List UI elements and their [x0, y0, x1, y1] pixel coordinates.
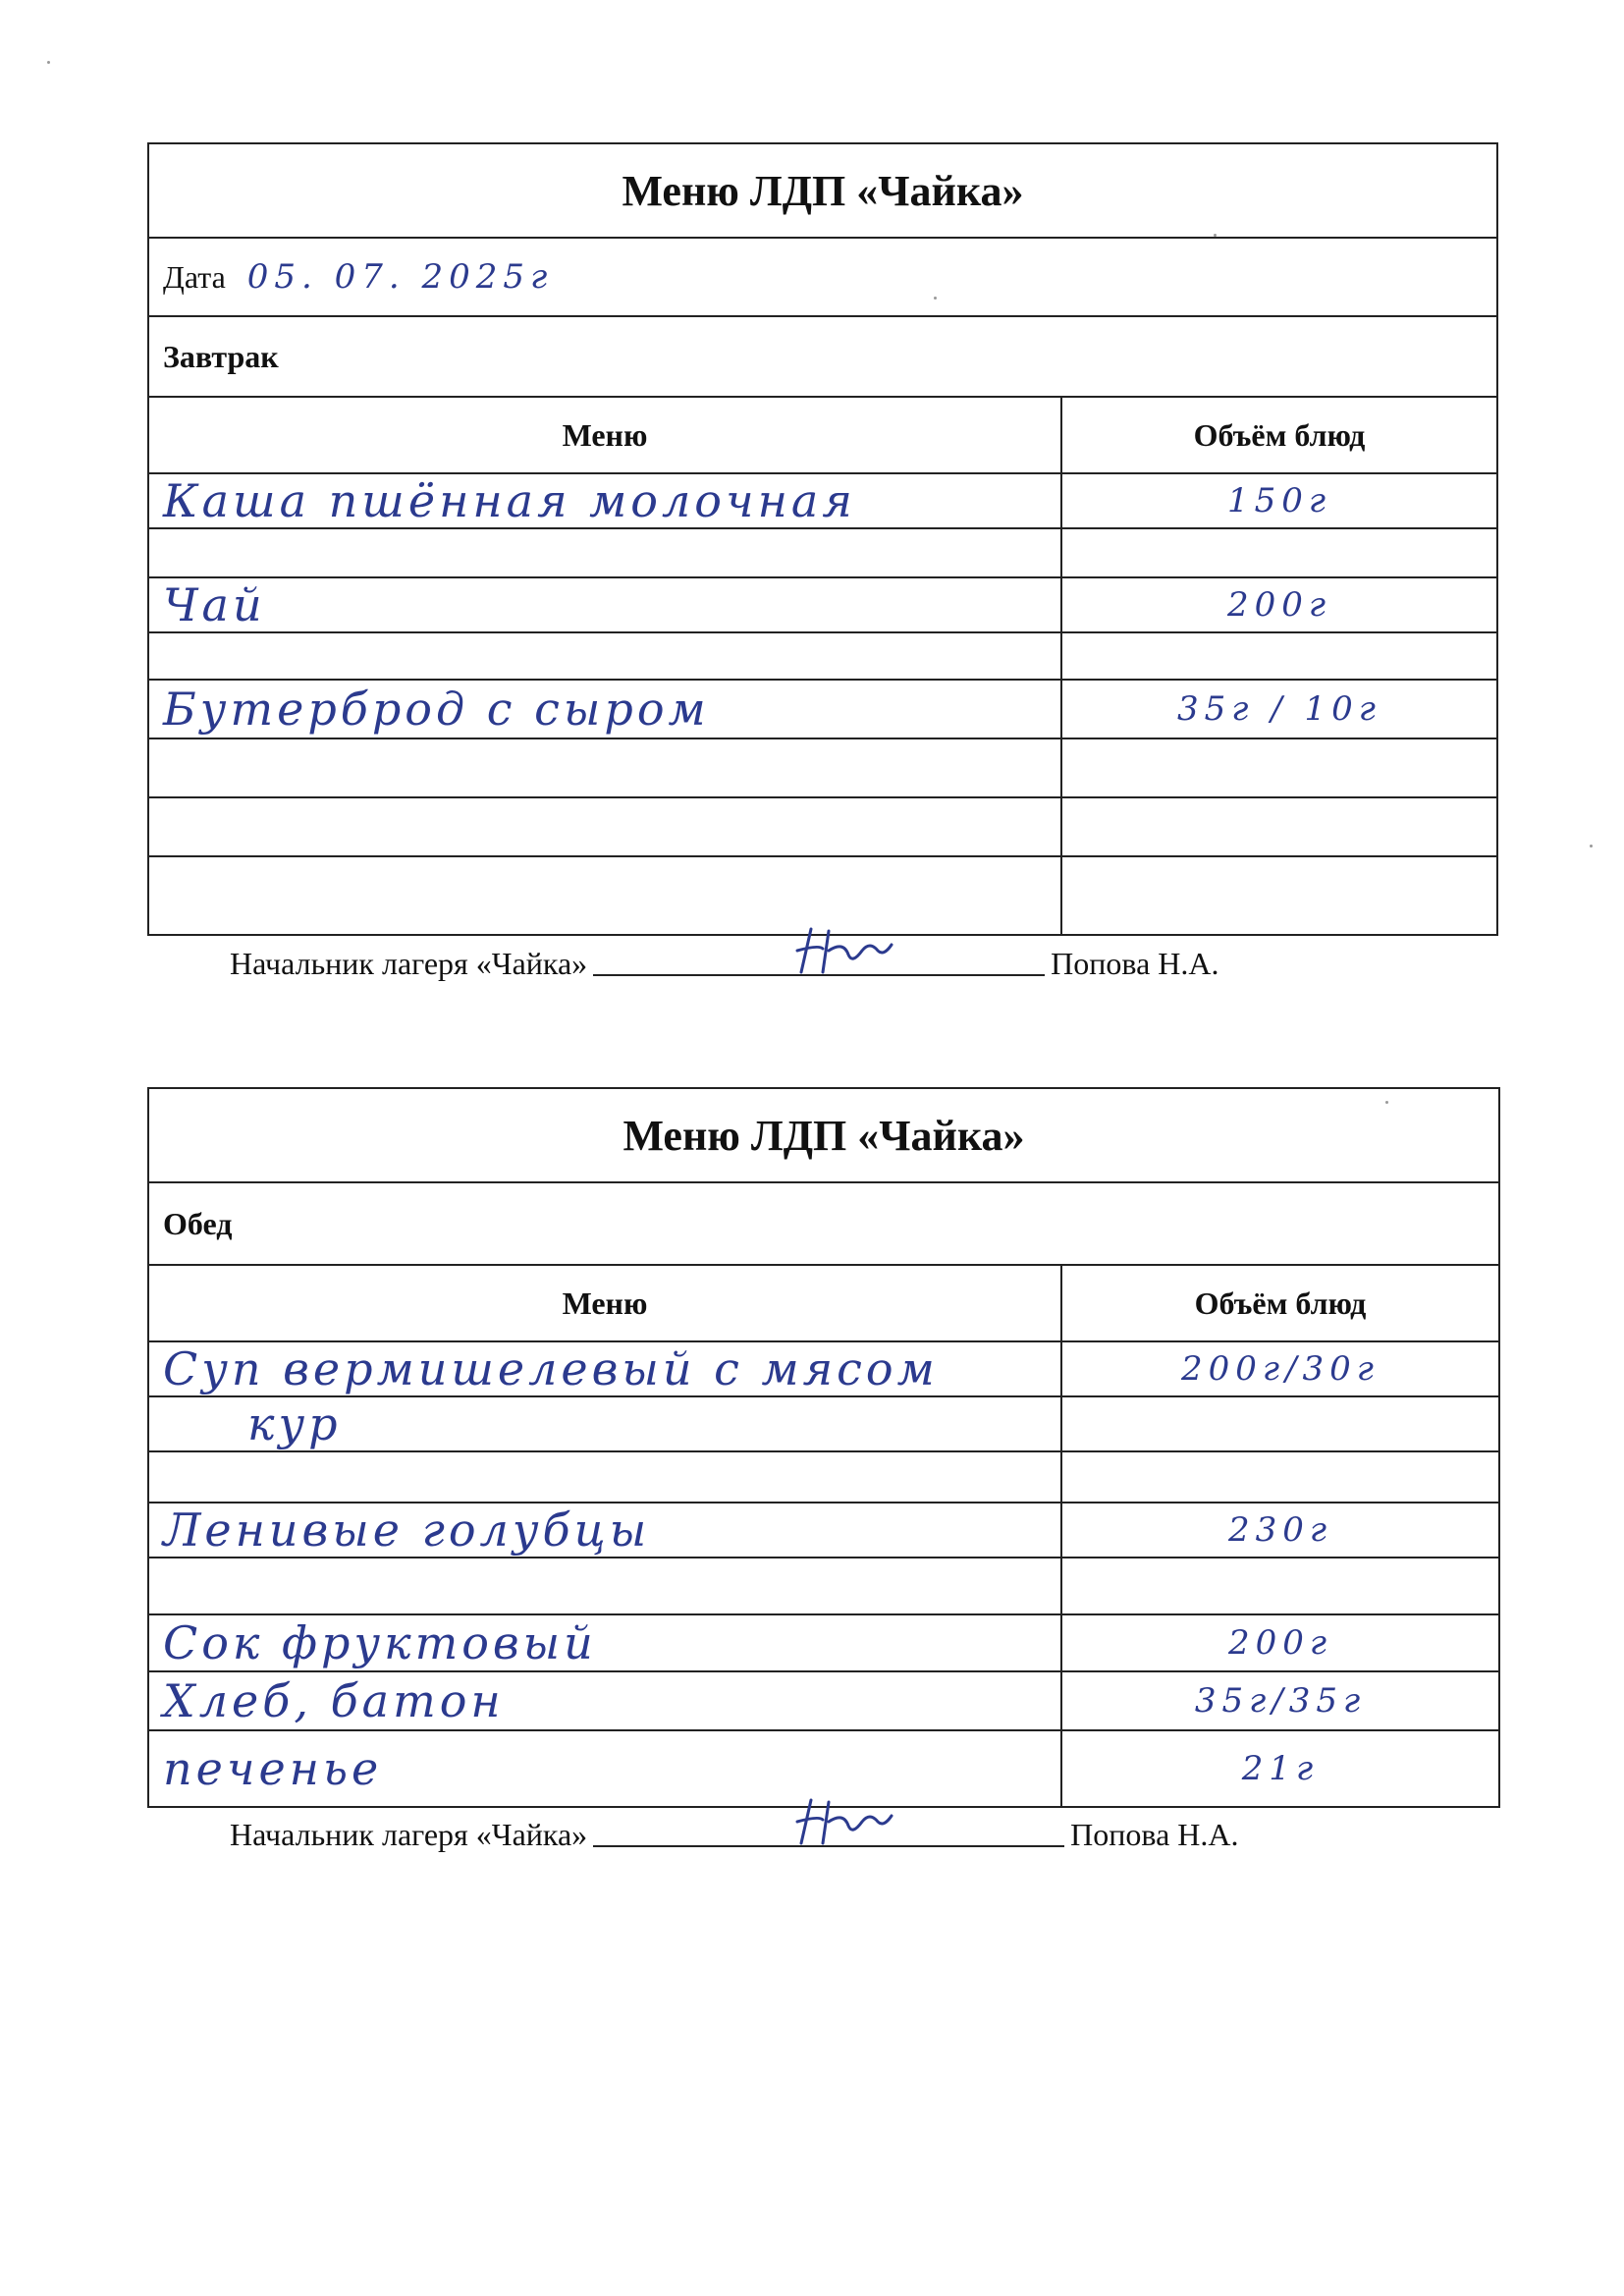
menu-volume: [1061, 738, 1497, 797]
menu-volume: 150г: [1061, 473, 1497, 528]
lunch-signature-line: [230, 1802, 1239, 1853]
date-row: [148, 238, 1497, 316]
handwritten-signature: [789, 1792, 897, 1851]
lunch-menu-table: [147, 1087, 1500, 1808]
header-menu: Меню: [148, 1265, 1061, 1341]
menu-volume: [1061, 1558, 1499, 1614]
menu-volume: 200г: [1061, 1614, 1499, 1671]
menu-volume: 200г/30г: [1061, 1341, 1499, 1396]
menu-item: [148, 738, 1061, 797]
meal-name-lunch: Обед: [148, 1182, 1499, 1265]
header-volume: Объём блюд: [1061, 1265, 1499, 1341]
menu-item: кур: [148, 1396, 1061, 1451]
scan-speck: [1214, 234, 1217, 237]
header-volume: Объём блюд: [1061, 397, 1497, 473]
signature-field: [593, 931, 1045, 976]
menu-item: Хлеб, батон: [148, 1671, 1061, 1730]
meal-name-breakfast: Завтрак: [148, 316, 1497, 397]
menu-item: [148, 1558, 1061, 1614]
menu-item: Чай: [148, 577, 1061, 632]
menu-item: Суп вермишелевый с мясом: [148, 1341, 1061, 1396]
lunch-title: Меню ЛДП «Чайка»: [148, 1088, 1499, 1182]
menu-item: [148, 528, 1061, 577]
menu-item: печенье: [148, 1730, 1061, 1807]
signature-name: Попова Н.А.: [1070, 1817, 1239, 1852]
scan-speck: [934, 297, 937, 300]
menu-volume: 35г / 10г: [1061, 680, 1497, 738]
menu-item: [148, 856, 1061, 935]
menu-item: Сок фруктовый: [148, 1614, 1061, 1671]
signature-prefix: Начальник лагеря «Чайка»: [230, 1817, 588, 1852]
menu-volume: [1061, 632, 1497, 680]
menu-volume: [1061, 856, 1497, 935]
date-value: 05. 07. 2025г: [246, 257, 554, 297]
menu-volume: [1061, 797, 1497, 856]
header-menu: Меню: [148, 397, 1061, 473]
scan-speck: [47, 61, 50, 64]
menu-volume: 35г/35г: [1061, 1671, 1499, 1730]
breakfast-menu-table: [147, 142, 1498, 936]
menu-item: Каша пшённая молочная: [148, 473, 1061, 528]
breakfast-signature-line: [230, 931, 1219, 982]
menu-volume: 200г: [1061, 577, 1497, 632]
menu-item: [148, 632, 1061, 680]
menu-item: Ленивые голубцы: [148, 1503, 1061, 1558]
scan-speck: [1590, 845, 1593, 847]
menu-volume: [1061, 1451, 1499, 1503]
menu-volume: 230г: [1061, 1503, 1499, 1558]
menu-item: [148, 1451, 1061, 1503]
signature-field: [593, 1802, 1064, 1847]
date-label: Дата: [163, 259, 226, 295]
menu-volume: [1061, 528, 1497, 577]
menu-item: Бутерброд с сыром: [148, 680, 1061, 738]
breakfast-title: Меню ЛДП «Чайка»: [148, 143, 1497, 238]
scan-speck: [1385, 1101, 1388, 1104]
menu-item: [148, 797, 1061, 856]
menu-volume: [1061, 1396, 1499, 1451]
signature-prefix: Начальник лагеря «Чайка»: [230, 946, 588, 981]
handwritten-signature: [789, 921, 897, 980]
signature-name: Попова Н.А.: [1051, 946, 1219, 981]
menu-volume: 21г: [1061, 1730, 1499, 1807]
